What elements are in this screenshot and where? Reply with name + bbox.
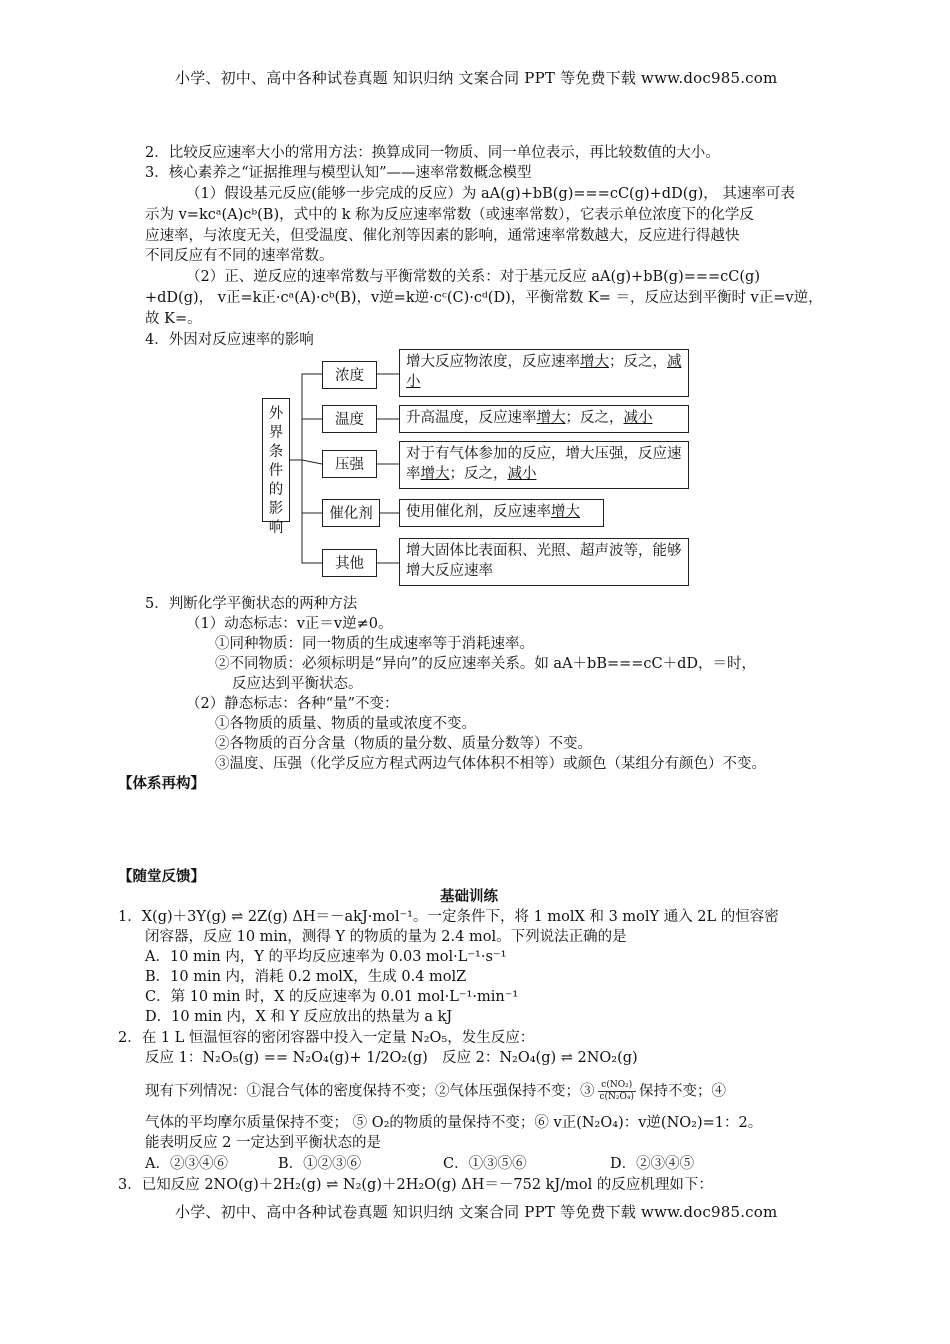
- connector-row-1: [302, 419, 322, 460]
- q1-option-a: A．10 min 内，Y 的平均反应速率为 0.03 mol·L⁻¹·s⁻¹: [145, 949, 507, 965]
- diagram-effect-pressure: 对于有气体参加的反应，增大压强，反应速率增大；反之，减小: [399, 441, 689, 489]
- paragraph-3-title: 3．核心素养之“证据推理与模型认知”——速率常数概念模型: [145, 165, 532, 181]
- q2-reaction-1: 反应 1：N₂O₅(g) == N₂O₄(g)+ 1/2O₂(g): [145, 1050, 428, 1066]
- page-footer: 小学、初中、高中各种试卷真题 知识归纳 文案合同 PPT 等免费下载 www.doc985.com: [175, 1203, 778, 1221]
- p5-static-title: （2）静态标志：各种“量”不变：: [186, 696, 399, 712]
- diagram-category-catalyst: 催化剂: [322, 499, 380, 527]
- connector-row-2: [302, 460, 322, 464]
- p3-s1-line1: （1）假设基元反应(能够一步完成的反应）为 aA(g)+bB(g)===cC(g)+dD(g)， 其速率可表: [186, 186, 795, 202]
- p5-static-1: ①各物质的质量、物质的量或浓度不变。: [215, 716, 476, 732]
- paragraph-4-title: 4．外因对反应速率的影响: [145, 332, 314, 348]
- q2-option-b: B．①②③⑥: [278, 1156, 362, 1172]
- connector-row-3: [302, 460, 322, 513]
- q1-stem-line1: 1．X(g)＋3Y(g) ⇌ 2Z(g) ΔH＝－akJ·mol⁻¹。一定条件下，将 1 molX 和 3 molY 通入 2L 的恒容密: [118, 909, 779, 925]
- q3-stem-line1: 3．已知反应 2NO(g)＋2H₂(g) ⇌ N₂(g)＋2H₂O(g) ΔH＝－752 kJ/mol 的反应机理如下：: [118, 1177, 713, 1193]
- p5-dynamic-2-line1: ②不同物质：必须标明是“异向”的反应速率关系。如 aA＋bB===cC＋dD，＝时，: [215, 656, 757, 672]
- q2-ratio-fraction: $\frac{\text{c(NO₂)}}{\text{c(N₂O₄)}}$: [599, 1080, 635, 1102]
- q1-stem-line2: 闭容器，反应 10 min，测得 Y 的物质的量为 2.4 mol。下列说法正确的是: [145, 929, 627, 945]
- p3-s2-line2: +dD(g)， v正=k正·cᵃ(A)·cᵇ(B)，v逆=k逆·cᶜ(C)·cᵈ(D)，平衡常数 K= ＝，反应达到平衡时 v正=v逆，: [145, 290, 823, 306]
- q2-option-c: C．①③⑤⑥: [443, 1156, 527, 1172]
- diagram-category-pressure: 压强: [322, 450, 377, 478]
- q1-option-c: C．第 10 min 时，X 的反应速率为 0.01 mol·L⁻¹·min⁻¹: [145, 989, 519, 1005]
- q2-conditions-line1: 现有下列情况：①混合气体的密度保持不变；②气体压强保持不变；③ $\frac{\text{c(NO₂)}}{\text{c(N₂O₄)}}$ 保持不变；④: [145, 1080, 727, 1102]
- diagram-category-temperature: 温度: [322, 405, 377, 433]
- diagram-effect-catalyst: 使用催化剂，反应速率增大: [399, 499, 604, 527]
- q2-conditions-line3: 能表明反应 2 一定达到平衡状态的是: [145, 1135, 381, 1151]
- diagram-category-other: 其他: [322, 549, 377, 577]
- diagram-effect-other: 增大固体比表面积、光照、超声波等，能够增大反应速率: [399, 538, 689, 586]
- diagram-effect-temperature: 升高温度，反应速率增大；反之，减小: [399, 405, 689, 433]
- p5-dynamic-1: ①同种物质：同一物质的生成速率等于消耗速率。: [215, 636, 534, 652]
- p5-dynamic-2-line2: 反应达到平衡状态。: [232, 676, 363, 692]
- q2-stem-line1: 2．在 1 L 恒温恒容的密闭容器中投入一定量 N₂O₅，发生反应：: [118, 1030, 535, 1046]
- diagram-category-concentration: 浓度: [322, 361, 377, 389]
- diagram-effect-concentration: 增大反应物浓度，反应速率增大；反之，减小: [399, 349, 689, 397]
- p5-static-2: ②各物质的百分含量（物质的量分数、质量分数等）不变。: [215, 736, 592, 752]
- section-feedback: 【随堂反馈】: [118, 869, 205, 885]
- paragraph-5-title: 5．判断化学平衡状态的两种方法: [145, 596, 358, 612]
- q2-option-a: A．②③④⑥: [145, 1156, 228, 1172]
- section-system: 【体系再构】: [118, 776, 205, 792]
- p3-s2-line3: 故 K=。: [145, 311, 202, 327]
- diagram-root: 外界条件的影响: [262, 398, 290, 522]
- q2-reaction-2: 反应 2：N₂O₄(g) ⇌ 2NO₂(g): [442, 1050, 638, 1066]
- q2-option-d: D．②③④⑤: [610, 1156, 695, 1172]
- basic-training-title: 基础训练: [440, 889, 498, 905]
- connector-row-0: [290, 374, 322, 460]
- connector-row-4: [302, 460, 322, 563]
- q1-option-d: D．10 min 内，X 和 Y 反应放出的热量为 a kJ: [145, 1009, 453, 1025]
- p5-dynamic-title: （1）动态标志：v正＝v逆≠0。: [186, 616, 393, 632]
- paragraph-2: 2．比较反应速率大小的常用方法：换算成同一物质、同一单位表示，再比较数值的大小。: [145, 145, 720, 161]
- q1-option-b: B．10 min 内，消耗 0.2 molX，生成 0.4 molZ: [145, 969, 467, 985]
- p3-s1-line4: 不同反应有不同的速率常数。: [145, 248, 334, 264]
- page-header: 小学、初中、高中各种试卷真题 知识归纳 文案合同 PPT 等免费下载 www.doc985.com: [175, 69, 778, 87]
- p3-s2-line1: （2）正、逆反应的速率常数与平衡常数的关系：对于基元反应 aA(g)+bB(g)===cC(g): [186, 269, 760, 285]
- p5-static-3: ③温度、压强（化学反应方程式两边气体体积不相等）或颜色（某组分有颜色）不变。: [215, 756, 766, 772]
- p3-s1-line2: 示为 v=kcᵃ(A)cᵇ(B)，式中的 k 称为反应速率常数（或速率常数），它表示单位浓度下的化学反: [145, 207, 754, 223]
- p3-s1-line3: 应速率，与浓度无关，但受温度、催化剂等因素的影响，通常速率常数越大，反应进行得越快: [145, 228, 740, 244]
- q2-conditions-line2: 气体的平均摩尔质量保持不变； ⑤ O₂的物质的量保持不变；⑥ v正(N₂O₄)：v逆(NO₂)=1：2。: [145, 1115, 763, 1131]
